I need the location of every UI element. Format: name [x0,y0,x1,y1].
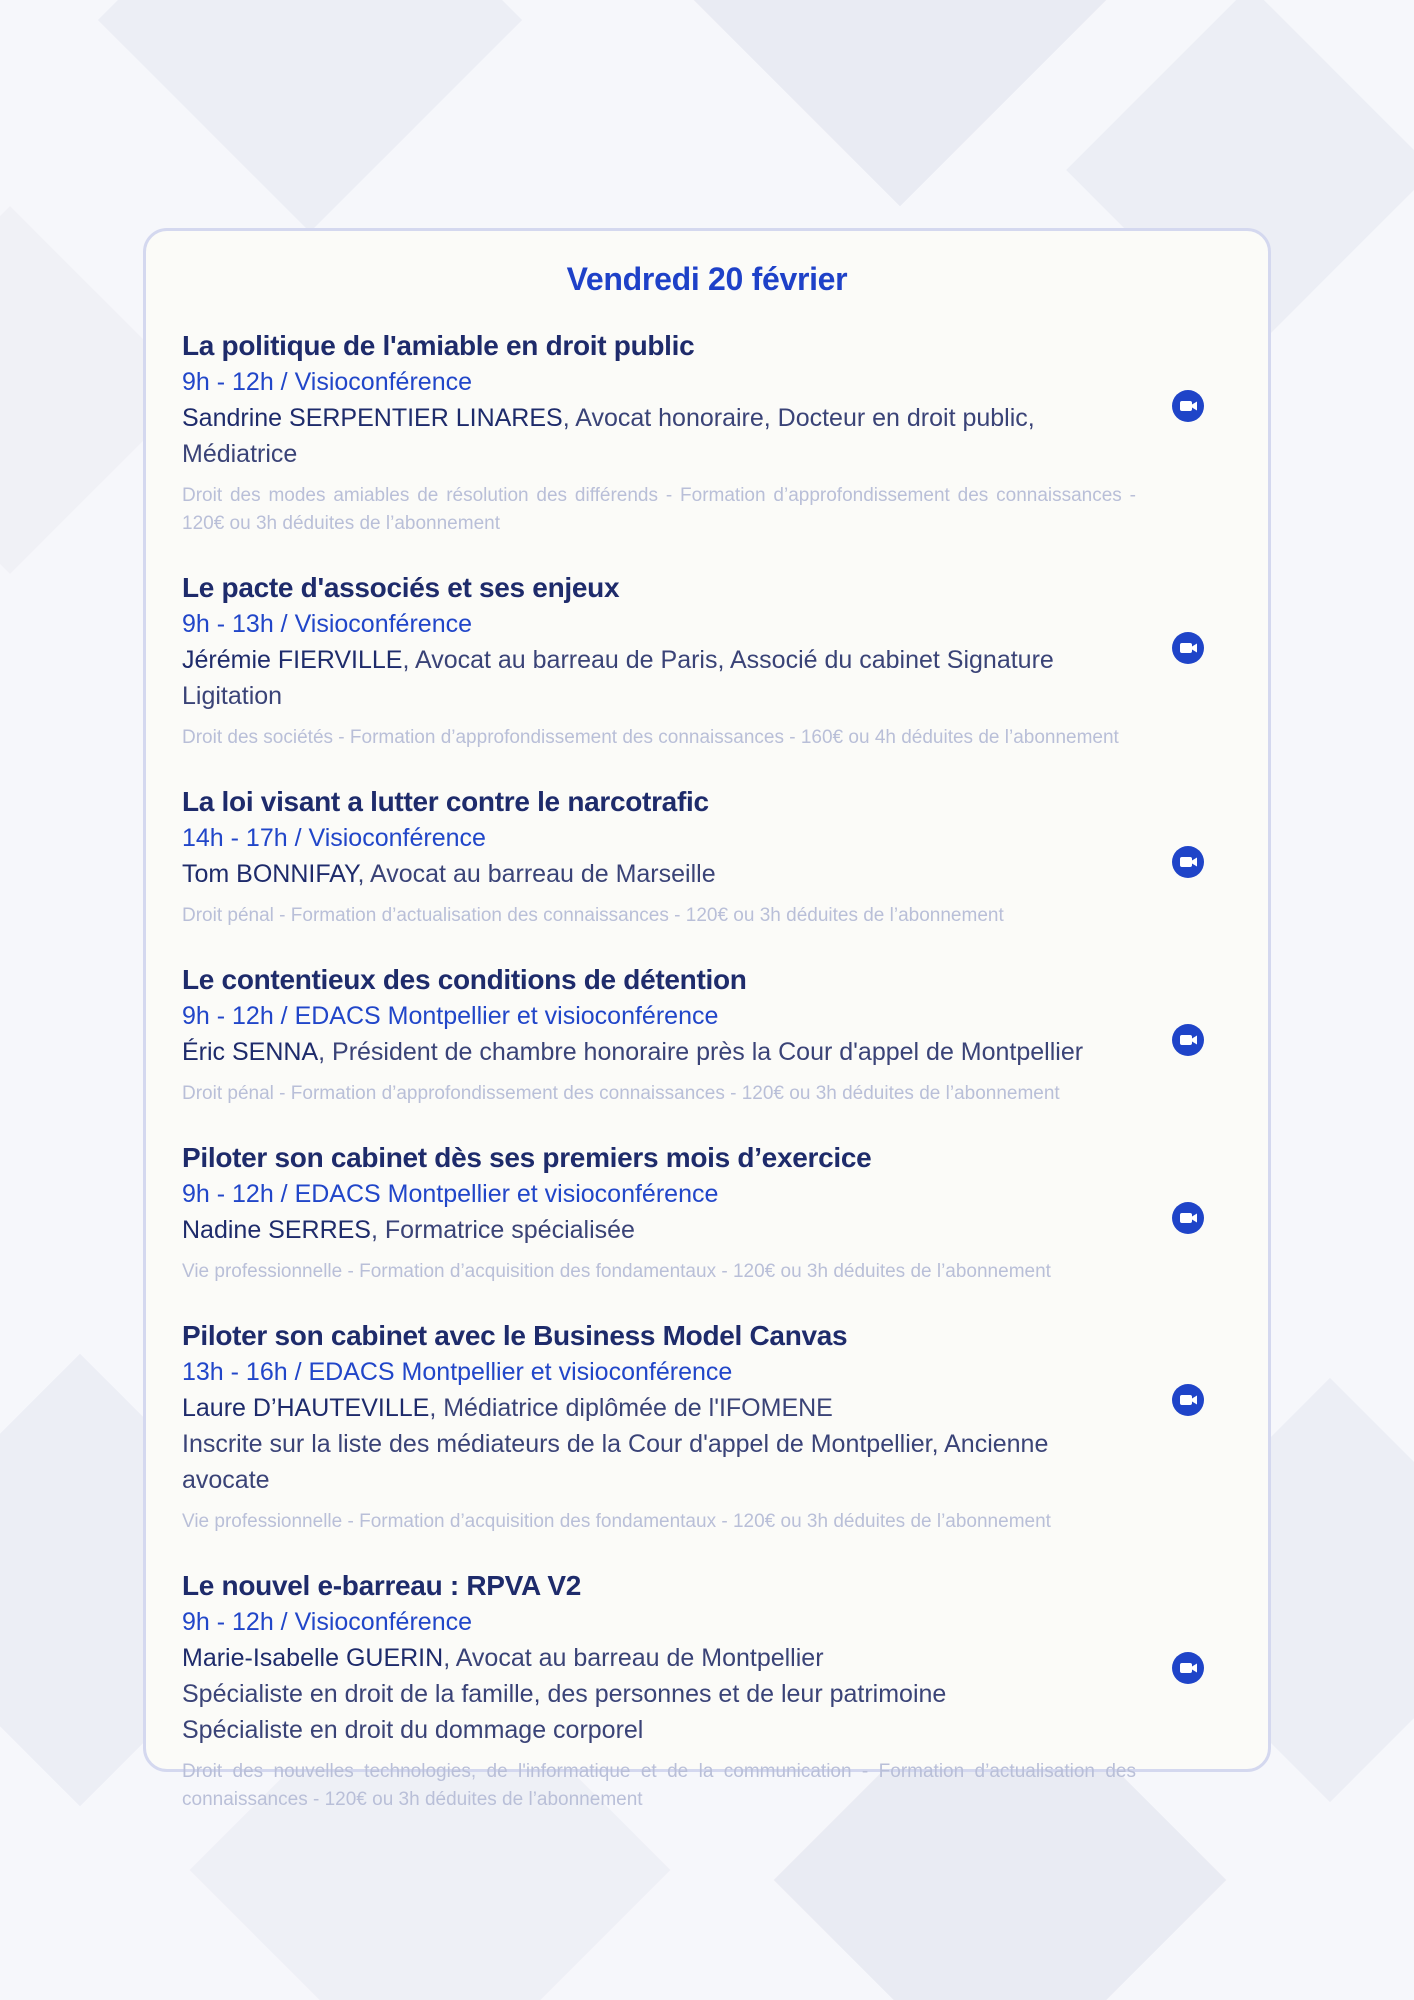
speaker-role: , Médiatrice diplômée de l'IFOMENE [429,1394,833,1422]
session-time: 9h - 13h / Visioconférence [182,610,473,638]
session-time: 9h - 12h / Visioconférence [182,368,473,396]
session-item [182,328,1232,538]
video-camera-icon[interactable] [1172,1384,1204,1416]
video-camera-icon[interactable] [1172,1652,1204,1684]
speaker-role: , Avocat au barreau de Montpellier [443,1644,824,1672]
session-meta: Droit des sociétés - Formation d’approfondissement des connaissances - 160€ ou 4h déduites de l’abonnement [182,727,1119,748]
session-meta: Vie professionnelle - Formation d’acquisition des fondamentaux - 120€ ou 3h déduites de l’abonnement [182,1511,1051,1532]
session-title: Le pacte d'associés et ses enjeux [182,572,620,603]
video-camera-icon[interactable] [1172,632,1204,664]
speaker-name: Tom BONNIFAY [182,860,358,888]
session-item [182,962,1232,1108]
session-item [182,1318,1232,1536]
speaker-name: Laure D’HAUTEVILLE [182,1394,430,1422]
speaker-credential: Spécialiste en droit de la famille, des personnes et de leur patrimoine [182,1680,947,1708]
session-time: 9h - 12h / Visioconférence [182,1608,473,1636]
session-title: Piloter son cabinet dès ses premiers mois d’exercice [182,1142,872,1173]
schedule-card [143,228,1271,1810]
video-camera-icon[interactable] [1172,1202,1204,1234]
day-title: Vendredi 20 février [566,261,848,297]
session-item [182,1140,1232,1286]
session-meta: Droit des nouvelles technologies, de l'informatique et de la communication - Formation d’actualisation des connaissances - 120€ ou 3h déduites de l’abonnement [182,1761,1136,1810]
speaker-credential: Spécialiste en droit du dommage corporel [182,1716,644,1744]
session-title: La loi visant a lutter contre le narcotrafic [182,786,709,817]
speaker-role: , Avocat au barreau de Paris, Associé du cabinet Signature Ligitation [182,646,1054,710]
session-title: Le contentieux des conditions de détention [182,964,747,995]
speaker-line [182,1640,1136,1676]
session-time: 13h - 16h / EDACS Montpellier et visioconférence [182,1358,733,1386]
speaker-line [182,642,1136,714]
session-title: Le nouvel e-barreau : RPVA V2 [182,1570,581,1601]
session-time: 9h - 12h / EDACS Montpellier et visioconférence [182,1180,719,1208]
video-camera-icon[interactable] [1172,1024,1204,1056]
session-item [182,1568,1232,1814]
speaker-role: , Formatrice spécialisée [370,1216,635,1244]
speaker-line [182,1390,1136,1426]
session-meta: Droit pénal - Formation d’actualisation des connaissances - 120€ ou 3h déduites de l’abonnement [182,905,1004,926]
speaker-line [182,1212,1136,1248]
session-meta: Droit pénal - Formation d’approfondissement des connaissances - 120€ ou 3h déduites de l’abonnement [182,1083,1060,1104]
speaker-line [182,1034,1136,1070]
session-item [182,570,1232,752]
session-meta: Vie professionnelle - Formation d’acquisition des fondamentaux - 120€ ou 3h déduites de l’abonnement [182,1261,1051,1282]
speaker-line [182,400,1136,472]
speaker-name: Éric SENNA [182,1038,319,1066]
session-meta: Droit des modes amiables de résolution des différends - Formation d’approfondissement des connaissances - 120€ ou 3h déduites de l’abonnement [182,485,1136,534]
video-camera-icon[interactable] [1172,846,1204,878]
speaker-name: Nadine SERRES [182,1216,371,1244]
session-time: 9h - 12h / EDACS Montpellier et visioconférence [182,1002,719,1030]
speaker-name: Marie-Isabelle GUERIN [182,1644,444,1672]
video-camera-icon[interactable] [1172,390,1204,422]
speaker-role: , Avocat au barreau de Marseille [357,860,716,888]
session-list [182,328,1232,1814]
session-item [182,784,1232,930]
speaker-credential: Inscrite sur la liste des médiateurs de la Cour d'appel de Montpellier, Ancienne avocate [182,1430,1049,1494]
speaker-line [182,856,1136,892]
session-title: La politique de l'amiable en droit public [182,330,695,361]
speaker-name: Jérémie FIERVILLE [182,646,403,674]
session-title: Piloter son cabinet avec le Business Model Canvas [182,1320,848,1351]
session-time: 14h - 17h / Visioconférence [182,824,486,852]
speaker-name: Sandrine SERPENTIER LINARES [182,404,563,432]
speaker-role: , Président de chambre honoraire près la Cour d'appel de Montpellier [318,1038,1084,1066]
speaker-role: , Avocat honoraire, Docteur en droit public, Médiatrice [182,404,1035,468]
